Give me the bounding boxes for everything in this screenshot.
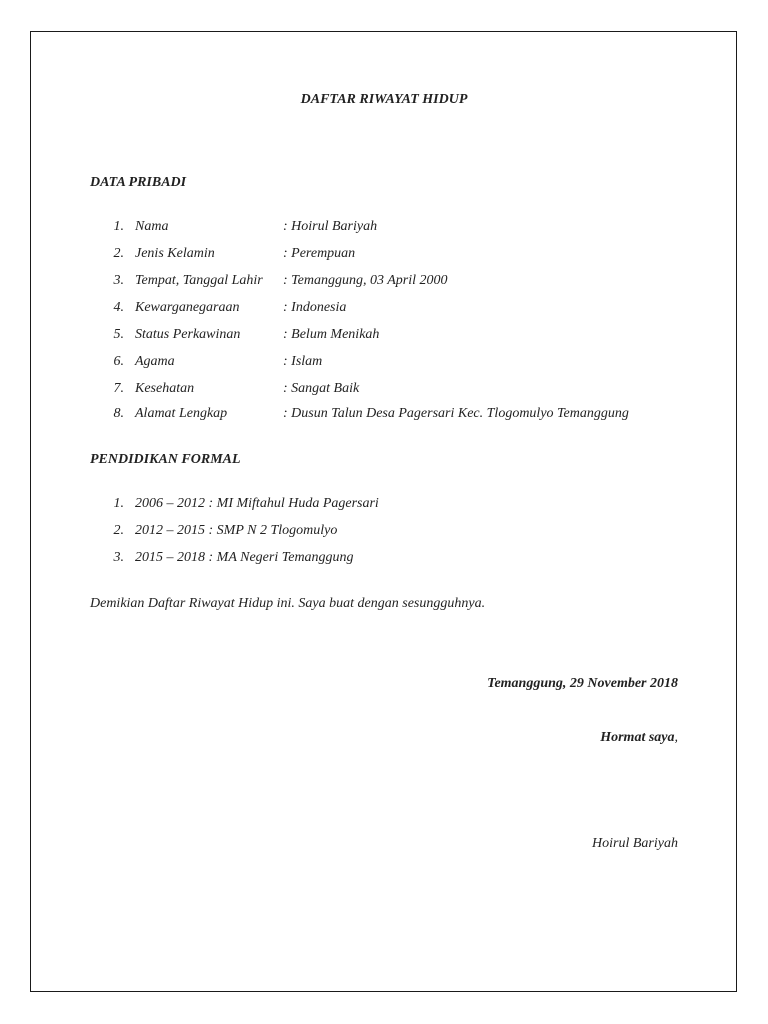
education-item: 2012 – 2015 : SMP N 2 Tlogomulyo [135,523,338,538]
personal-item-value: : Temanggung, 03 April 2000 [283,273,448,288]
personal-item-label: Agama [135,354,175,369]
personal-item-value: : Islam [283,354,323,369]
place-and-date: Temanggung, 29 November 2018 [487,676,678,691]
personal-data-heading: DATA PRIBADI [90,175,187,190]
personal-item-label: Tempat, Tanggal Lahir [135,273,263,288]
education-heading: PENDIDIKAN FORMAL [90,452,241,467]
personal-item-value: : Dusun Talun Desa Pagersari Kec. Tlogomulyo Temanggung [283,406,629,421]
education-item: 2015 – 2018 : MA Negeri Temanggung [135,550,354,565]
personal-item-value: : Indonesia [283,300,347,315]
personal-item-label: Alamat Lengkap [135,406,228,421]
personal-item-number: 8. [113,406,124,421]
education-item-number: 3. [113,550,124,565]
regards-line [600,730,678,746]
personal-item-number: 1. [113,219,124,234]
personal-item-value: : Belum Menikah [283,327,380,342]
personal-item-label: Kewarganegaraan [135,300,240,315]
personal-item-value: : Hoirul Bariyah [283,219,378,234]
education-item-number: 2. [113,523,124,538]
personal-item-number: 4. [113,300,124,315]
regards-text: Hormat saya [600,730,675,745]
personal-item-number: 2. [113,246,124,261]
personal-item-label: Jenis Kelamin [135,246,215,261]
personal-item-number: 7. [113,381,124,396]
personal-item-value: : Perempuan [283,246,356,261]
regards-comma: , [674,730,678,745]
document-title: DAFTAR RIWAYAT HIDUP [300,92,468,107]
personal-item-value: : Sangat Baik [283,381,360,396]
personal-item-label: Nama [135,219,169,234]
education-item: 2006 – 2012 : MI Miftahul Huda Pagersari [135,496,379,511]
closing-statement: Demikian Daftar Riwayat Hidup ini. Saya buat dengan sesungguhnya. [90,596,486,611]
signatory-name: Hoirul Bariyah [592,836,678,851]
personal-item-number: 6. [113,354,124,369]
education-item-number: 1. [113,496,124,511]
personal-item-label: Kesehatan [135,381,195,396]
personal-item-label: Status Perkawinan [135,327,241,342]
personal-item-number: 3. [113,273,124,288]
personal-item-number: 5. [113,327,124,342]
